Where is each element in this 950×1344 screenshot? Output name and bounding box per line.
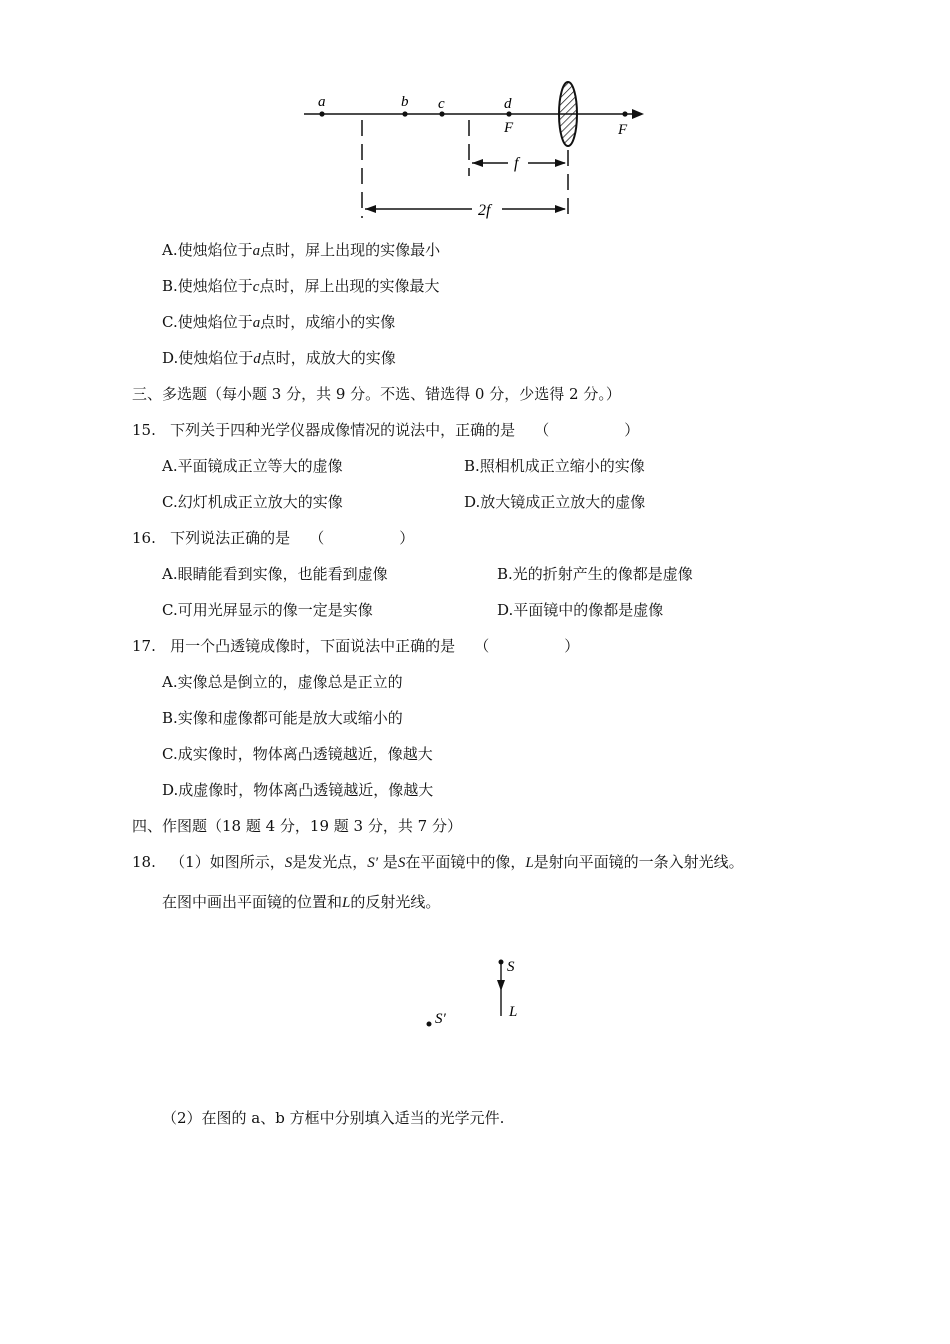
incident-ray-arrow [497, 980, 505, 991]
q17-option-d: D.成虚像时，物体离凸透镜越近，像越大 [162, 781, 434, 799]
section-4-heading: 四、作图题（18 题 4 分，19 题 3 分，共 7 分） [132, 817, 462, 835]
q16-option-a: A.眼睛能看到实像，也能看到虚像 [162, 565, 388, 583]
q16-stem: 16. 下列说法正确的是 （ ） [132, 529, 415, 547]
label-l: L [509, 1004, 518, 1020]
q17-option-c: C.成实像时，物体离凸透镜越近，像越大 [162, 745, 433, 763]
q16-option-b: B.光的折射产生的像都是虚像 [497, 565, 693, 583]
label-s-image: S′ [435, 1011, 446, 1027]
label-focal-length: f [514, 155, 519, 172]
q15-stem: 15. 下列关于四种光学仪器成像情况的说法中，正确的是 （ ） [132, 421, 640, 439]
q14-option-a: A.使烛焰位于a点时，屏上出现的实像最小 [162, 241, 441, 259]
point-s-image [427, 1022, 432, 1027]
q17-stem: 17. 用一个凸透镜成像时，下面说法中正确的是 （ ） [132, 637, 580, 655]
q16-option-d: D.平面镜中的像都是虚像 [497, 601, 664, 619]
q15-option-a: A.平面镜成正立等大的虚像 [162, 457, 343, 475]
q17-option-a: A.实像总是倒立的，虚像总是正立的 [162, 673, 403, 691]
q15-option-d: D.放大镜成正立放大的虚像 [464, 493, 646, 511]
label-double-focal-length: 2f [478, 202, 491, 219]
q17-option-b: B.实像和虚像都可能是放大或缩小的 [162, 709, 403, 727]
axis-arrow [632, 109, 644, 119]
label-c: c [438, 96, 445, 112]
lens-diagram [0, 80, 950, 310]
label-d: d [504, 96, 512, 112]
point-d [506, 111, 511, 116]
convex-lens [559, 82, 577, 146]
q15-option-c: C.幻灯机成正立放大的实像 [162, 493, 343, 511]
q18-part1-line2: 在图中画出平面镜的位置和L的反射光线。 [162, 893, 441, 911]
q18-part2: （2）在图的 a、b 方框中分别填入适当的光学元件. [162, 1109, 505, 1127]
q18-part1-line1: 18. （1）如图所示，S是发光点，S′ 是S在平面镜中的像，L是射向平面镜的一条入射光线。 [132, 853, 744, 871]
label-f-left: F [504, 120, 514, 136]
q14-option-c: C.使烛焰位于a点时，成缩小的实像 [162, 313, 396, 331]
q14-option-d: D.使烛焰位于d点时，成放大的实像 [162, 349, 396, 367]
point-f-right [622, 111, 627, 116]
q15-option-b: B.照相机成正立缩小的实像 [464, 457, 645, 475]
q16-option-c: C.可用光屏显示的像一定是实像 [162, 601, 373, 619]
point-a [319, 111, 324, 116]
point-c [439, 111, 444, 116]
q14-option-b: B.使烛焰位于c点时，屏上出现的实像最大 [162, 277, 440, 295]
label-s: S [507, 959, 515, 975]
label-a: a [318, 94, 326, 110]
label-f-right: F [618, 122, 628, 138]
mirror-diagram [0, 955, 950, 1035]
label-b: b [401, 94, 409, 110]
section-3-heading: 三、多选题（每小题 3 分，共 9 分。不选、错选得 0 分，少选得 2 分。） [132, 385, 621, 403]
point-b [402, 111, 407, 116]
